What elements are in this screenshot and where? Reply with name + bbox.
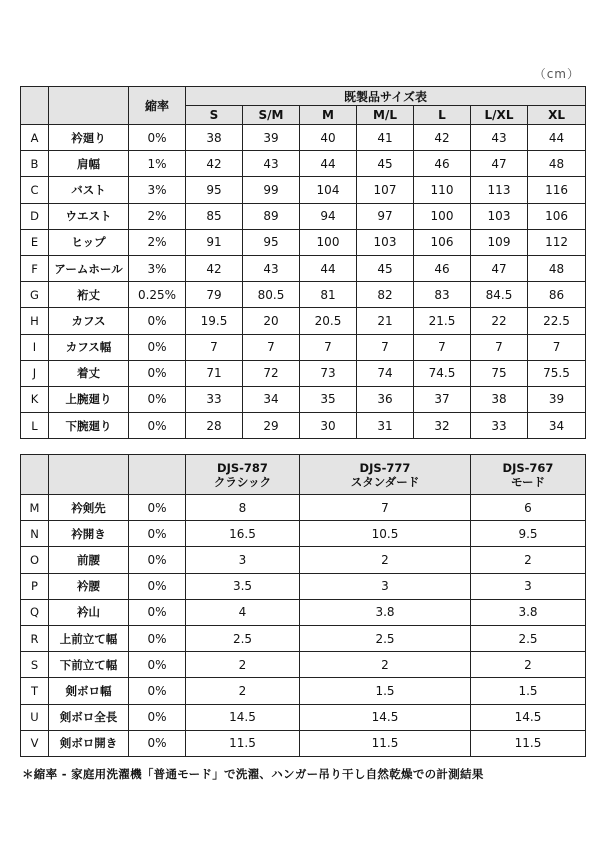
size-value: 46: [414, 255, 471, 281]
corner-cell: [21, 87, 49, 125]
row-rate: 2%: [129, 203, 186, 229]
size-value: 21: [357, 308, 414, 334]
row-rate: 0%: [129, 678, 186, 704]
size-header-5: L/XL: [471, 106, 528, 125]
table-row: [21, 652, 586, 678]
size-value: 81: [300, 282, 357, 308]
size-value: 20: [243, 308, 300, 334]
table-row: [21, 413, 586, 439]
model-value: 2.5: [186, 625, 300, 651]
model-value: 16.5: [186, 521, 300, 547]
size-value: 84.5: [471, 282, 528, 308]
size-value: 82: [357, 282, 414, 308]
size-value: 34: [243, 386, 300, 412]
row-rate: 0%: [129, 334, 186, 360]
row-code: S: [21, 652, 49, 678]
corner-cell: [21, 455, 49, 495]
model-header-1: [300, 455, 471, 495]
model-value: 11.5: [186, 730, 300, 756]
size-value: 30: [300, 413, 357, 439]
row-code: D: [21, 203, 49, 229]
size-value: 107: [357, 177, 414, 203]
footnote: ＊縮率 - 家庭用洗濯機「普通モード」で洗濯、ハンガー吊り干し自然乾燥での計測結果: [22, 767, 484, 781]
row-code: N: [21, 521, 49, 547]
model-value: 2.5: [300, 625, 471, 651]
shrink-rate-header: 縮率: [129, 87, 186, 125]
model-name: モード: [510, 474, 546, 489]
row-code: K: [21, 386, 49, 412]
model-value: 14.5: [471, 704, 586, 730]
size-value: 95: [186, 177, 243, 203]
row-label: 上前立て幅: [49, 625, 129, 651]
model-value: 2: [300, 547, 471, 573]
size-value: 100: [300, 229, 357, 255]
row-code: M: [21, 495, 49, 521]
table-row: [21, 125, 586, 151]
row-label: ヒップ: [49, 229, 129, 255]
size-value: 109: [471, 229, 528, 255]
row-code: B: [21, 151, 49, 177]
size-value: 37: [414, 386, 471, 412]
size-value: 38: [471, 386, 528, 412]
size-value: 83: [414, 282, 471, 308]
table-row: [21, 229, 586, 255]
model-value: 10.5: [300, 521, 471, 547]
row-label: 衿腰: [49, 573, 129, 599]
model-value: 1.5: [471, 678, 586, 704]
row-rate: 0%: [129, 125, 186, 151]
row-code: F: [21, 255, 49, 281]
size-value: 75.5: [528, 360, 586, 386]
size-value: 7: [357, 334, 414, 360]
model-name: スタンダード: [350, 474, 420, 489]
table-row: [21, 282, 586, 308]
size-value: 106: [414, 229, 471, 255]
model-value: 1.5: [300, 678, 471, 704]
row-label: 剣ボロ幅: [49, 678, 129, 704]
row-rate: 0%: [129, 573, 186, 599]
size-value: 20.5: [300, 308, 357, 334]
table-row: [21, 151, 586, 177]
size-value: 46: [414, 151, 471, 177]
size-value: 116: [528, 177, 586, 203]
model-value: 2: [186, 652, 300, 678]
size-value: 73: [300, 360, 357, 386]
size-value: 44: [528, 125, 586, 151]
table-row: [21, 177, 586, 203]
row-rate: 0%: [129, 360, 186, 386]
size-value: 71: [186, 360, 243, 386]
size-header-1: S/M: [243, 106, 300, 125]
size-value: 106: [528, 203, 586, 229]
model-code: DJS-777: [359, 460, 411, 475]
row-code: O: [21, 547, 49, 573]
row-rate: 0%: [129, 413, 186, 439]
size-value: 7: [243, 334, 300, 360]
size-value: 41: [357, 125, 414, 151]
model-value: 2: [471, 652, 586, 678]
size-value: 43: [243, 151, 300, 177]
row-label: 衿剣先: [49, 495, 129, 521]
row-code: G: [21, 282, 49, 308]
size-header-6: XL: [528, 106, 586, 125]
size-value: 42: [186, 151, 243, 177]
size-value: 99: [243, 177, 300, 203]
size-value: 103: [471, 203, 528, 229]
row-rate: 0.25%: [129, 282, 186, 308]
size-header-4: L: [414, 106, 471, 125]
size-value: 7: [186, 334, 243, 360]
model-value: 3.8: [471, 599, 586, 625]
size-value: 44: [300, 255, 357, 281]
model-value: 2: [300, 652, 471, 678]
row-code: R: [21, 625, 49, 651]
row-code: H: [21, 308, 49, 334]
size-value: 38: [186, 125, 243, 151]
size-value: 85: [186, 203, 243, 229]
rate-header-cell: [129, 455, 186, 495]
table-row: [21, 386, 586, 412]
row-label: カフス: [49, 308, 129, 334]
table-row: [21, 547, 586, 573]
row-code: L: [21, 413, 49, 439]
size-value: 48: [528, 151, 586, 177]
size-value: 22: [471, 308, 528, 334]
row-rate: 0%: [129, 730, 186, 756]
model-value: 14.5: [186, 704, 300, 730]
size-value: 19.5: [186, 308, 243, 334]
size-value: 79: [186, 282, 243, 308]
row-rate: 0%: [129, 386, 186, 412]
size-value: 39: [528, 386, 586, 412]
row-label: 裄丈: [49, 282, 129, 308]
size-value: 39: [243, 125, 300, 151]
size-value: 22.5: [528, 308, 586, 334]
size-value: 86: [528, 282, 586, 308]
size-value: 80.5: [243, 282, 300, 308]
table-row: [21, 495, 586, 521]
row-label: 前腰: [49, 547, 129, 573]
size-header-0: S: [186, 106, 243, 125]
row-rate: 0%: [129, 495, 186, 521]
table-row: [21, 308, 586, 334]
size-value: 34: [528, 413, 586, 439]
row-label: 剣ボロ開き: [49, 730, 129, 756]
size-value: 100: [414, 203, 471, 229]
table-row: [21, 599, 586, 625]
size-value: 21.5: [414, 308, 471, 334]
row-rate: 3%: [129, 255, 186, 281]
size-value: 103: [357, 229, 414, 255]
table-row: [21, 704, 586, 730]
row-label: 上腕廻り: [49, 386, 129, 412]
row-rate: 2%: [129, 229, 186, 255]
row-label: 下前立て幅: [49, 652, 129, 678]
size-value: 47: [471, 151, 528, 177]
model-value: 2: [471, 547, 586, 573]
row-code: U: [21, 704, 49, 730]
row-label: 衿廻り: [49, 125, 129, 151]
size-table: [20, 86, 586, 439]
size-value: 47: [471, 255, 528, 281]
model-value: 4: [186, 599, 300, 625]
size-value: 112: [528, 229, 586, 255]
row-code: C: [21, 177, 49, 203]
size-value: 42: [186, 255, 243, 281]
row-rate: 0%: [129, 308, 186, 334]
size-value: 7: [471, 334, 528, 360]
size-value: 36: [357, 386, 414, 412]
model-code: DJS-787: [217, 460, 268, 475]
row-code: T: [21, 678, 49, 704]
row-rate: 0%: [129, 652, 186, 678]
model-value: 3: [471, 573, 586, 599]
label-header-cell: [49, 455, 129, 495]
model-table: [20, 454, 586, 757]
size-value: 45: [357, 255, 414, 281]
row-rate: 0%: [129, 704, 186, 730]
model-code: DJS-767: [502, 460, 554, 475]
label-header-cell: [49, 87, 129, 125]
model-value: 2.5: [471, 625, 586, 651]
size-value: 110: [414, 177, 471, 203]
row-label: 剣ボロ全長: [49, 704, 129, 730]
size-value: 94: [300, 203, 357, 229]
size-value: 113: [471, 177, 528, 203]
size-value: 43: [471, 125, 528, 151]
model-name: クラシック: [213, 474, 272, 489]
size-value: 33: [471, 413, 528, 439]
size-value: 44: [300, 151, 357, 177]
size-value: 33: [186, 386, 243, 412]
model-value: 8: [186, 495, 300, 521]
size-value: 32: [414, 413, 471, 439]
row-rate: 3%: [129, 177, 186, 203]
table-row: [21, 521, 586, 547]
size-value: 91: [186, 229, 243, 255]
row-label: 下腕廻り: [49, 413, 129, 439]
table-row: [21, 360, 586, 386]
row-label: ウエスト: [49, 203, 129, 229]
size-value: 35: [300, 386, 357, 412]
size-value: 95: [243, 229, 300, 255]
row-code: J: [21, 360, 49, 386]
size-header-3: M/L: [357, 106, 414, 125]
model-value: 2: [186, 678, 300, 704]
row-code: V: [21, 730, 49, 756]
table-row: [21, 203, 586, 229]
row-label: バスト: [49, 177, 129, 203]
row-label: 着丈: [49, 360, 129, 386]
row-rate: 0%: [129, 599, 186, 625]
row-rate: 0%: [129, 625, 186, 651]
model-value: 3: [300, 573, 471, 599]
model-value: 14.5: [300, 704, 471, 730]
model-header-2: [471, 455, 586, 495]
table-row: [21, 334, 586, 360]
model-value: 11.5: [300, 730, 471, 756]
row-code: A: [21, 125, 49, 151]
size-value: 45: [357, 151, 414, 177]
table-row: [21, 255, 586, 281]
size-value: 29: [243, 413, 300, 439]
model-header-0: [186, 455, 300, 495]
size-value: 89: [243, 203, 300, 229]
size-value: 97: [357, 203, 414, 229]
unit-label: （cm）: [533, 67, 580, 81]
model-value: 3: [186, 547, 300, 573]
row-label: 肩幅: [49, 151, 129, 177]
table-row: [21, 678, 586, 704]
size-value: 72: [243, 360, 300, 386]
row-code: E: [21, 229, 49, 255]
table-row: [21, 730, 586, 756]
size-value: 74: [357, 360, 414, 386]
row-label: 衿山: [49, 599, 129, 625]
model-value: 11.5: [471, 730, 586, 756]
table-row: [21, 573, 586, 599]
size-value: 75: [471, 360, 528, 386]
model-value: 9.5: [471, 521, 586, 547]
model-value: 6: [471, 495, 586, 521]
row-code: Q: [21, 599, 49, 625]
size-value: 104: [300, 177, 357, 203]
size-value: 42: [414, 125, 471, 151]
size-chart-header: 既製品サイズ表: [186, 87, 586, 106]
row-code: I: [21, 334, 49, 360]
size-value: 43: [243, 255, 300, 281]
table-row: [21, 625, 586, 651]
model-value: 7: [300, 495, 471, 521]
size-value: 28: [186, 413, 243, 439]
size-header-2: M: [300, 106, 357, 125]
size-value: 7: [528, 334, 586, 360]
model-value: 3.8: [300, 599, 471, 625]
row-rate: 1%: [129, 151, 186, 177]
size-value: 48: [528, 255, 586, 281]
size-value: 74.5: [414, 360, 471, 386]
row-rate: 0%: [129, 547, 186, 573]
row-code: P: [21, 573, 49, 599]
size-value: 7: [414, 334, 471, 360]
row-rate: 0%: [129, 521, 186, 547]
size-value: 31: [357, 413, 414, 439]
model-value: 3.5: [186, 573, 300, 599]
size-value: 40: [300, 125, 357, 151]
row-label: アームホール: [49, 255, 129, 281]
row-label: 衿開き: [49, 521, 129, 547]
size-value: 7: [300, 334, 357, 360]
row-label: カフス幅: [49, 334, 129, 360]
